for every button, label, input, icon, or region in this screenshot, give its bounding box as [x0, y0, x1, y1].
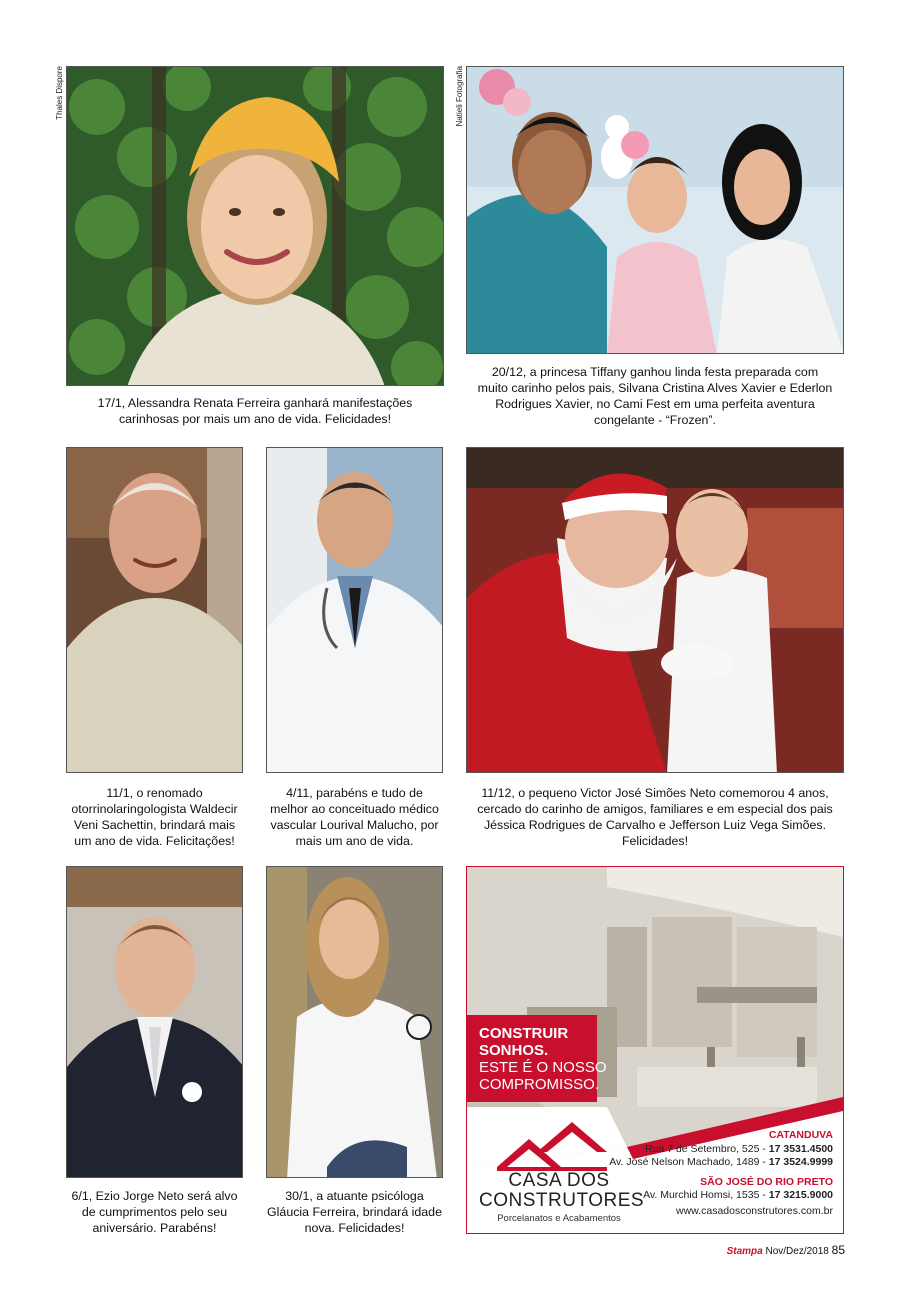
caption-lourival: 4/11, parabéns e tudo de melhor ao conceituado médico vascular Lourival Malucho, por mais um ano de vida.	[270, 786, 439, 848]
ad-slogan	[479, 1025, 607, 1093]
ad-address-3-text: Av. Murchid Homsi, 1535 -	[643, 1189, 769, 1201]
ad-slogan-line3: ESTE É O NOSSO	[479, 1059, 607, 1076]
ad-casa-dos-construtores	[466, 866, 844, 1234]
photo-glaucia	[266, 866, 443, 1178]
footer-page-number: 85	[831, 1243, 845, 1257]
footer-issue: Nov/Dez/2018	[765, 1246, 829, 1257]
ad-slogan-line4: COMPROMISSO.	[479, 1076, 600, 1093]
page-footer	[727, 1243, 845, 1257]
ad-website: www.casadosconstrutores.com.br	[676, 1204, 833, 1217]
ad-address-3	[609, 1189, 833, 1203]
caption-ezio: 6/1, Ezio Jorge Neto será alvo de cumprimentos pelo seu aniversário. Parabéns!	[71, 1189, 238, 1235]
ad-address-1-text: Rua 7 de Setembro, 525 -	[645, 1142, 769, 1155]
photo-lourival	[266, 447, 443, 773]
photo-ezio	[66, 866, 243, 1178]
ad-phone-2: 17 3524.9999	[768, 1156, 833, 1168]
ad-brand-tagline: Porcelanatos e Acabamentos	[497, 1213, 621, 1224]
ad-brand-line2: CONSTRUTORES	[479, 1190, 645, 1211]
caption-waldecir: 11/1, o renomado otorrinolaringologista Waldecir Veni Sachettin, brindará mais um ano de vida. Felicitações!	[71, 786, 238, 848]
photo-credit-right: Natieli Fotografia	[455, 66, 464, 127]
footer-magazine: Stampa	[726, 1246, 763, 1257]
ad-address-2-text: Av. José Nelson Machado, 1489 -	[609, 1156, 769, 1168]
caption-tiffany: 20/12, a princesa Tiffany ganhou linda festa preparada com muito carinho pelos pais, Silvana Cristina Alves Xavier e Ederlon Rodrigues Xavier, no Cami Fest em uma perfeita aventura congelante - “Frozen”.	[477, 365, 833, 427]
ad-city-catanduva: CATANDUVA	[768, 1129, 833, 1141]
ad-addresses	[609, 1129, 833, 1218]
ad-slogan-line1: CONSTRUIR	[479, 1025, 569, 1042]
ad-address-2	[609, 1156, 833, 1170]
caption-glaucia: 30/1, a atuante psicóloga Gláucia Ferreira, brindará idade nova. Felicidades!	[267, 1189, 442, 1235]
ad-brand-line1: CASA DOS	[508, 1170, 610, 1191]
ad-slogan-line2: SONHOS.	[479, 1042, 549, 1059]
photo-waldecir	[66, 447, 243, 773]
photo-victor	[466, 447, 844, 773]
photo-alessandra	[66, 66, 444, 386]
ad-city-sao-jose: SÃO JOSÉ DO RIO PRETO	[700, 1175, 833, 1188]
photo-credit-left: Thales Dispore	[55, 66, 64, 120]
caption-victor: 11/12, o pequeno Victor José Simões Neto comemorou 4 anos, cercado do carinho de amigos, familiares e em especial dos pais Jéssica Rodrigues de Carvalho e Jefferson Luiz Vega Simões. Felicidades!	[477, 786, 833, 848]
ad-phone-1: 17 3531.4500	[768, 1142, 833, 1155]
caption-alessandra: 17/1, Alessandra Renata Ferreira ganhará manifestações carinhosas por mais um ano de vida. Felicidades!	[97, 396, 413, 426]
ad-phone-3: 17 3215.9000	[768, 1189, 833, 1201]
ad-address-1	[609, 1143, 833, 1157]
photo-tiffany	[466, 66, 844, 354]
